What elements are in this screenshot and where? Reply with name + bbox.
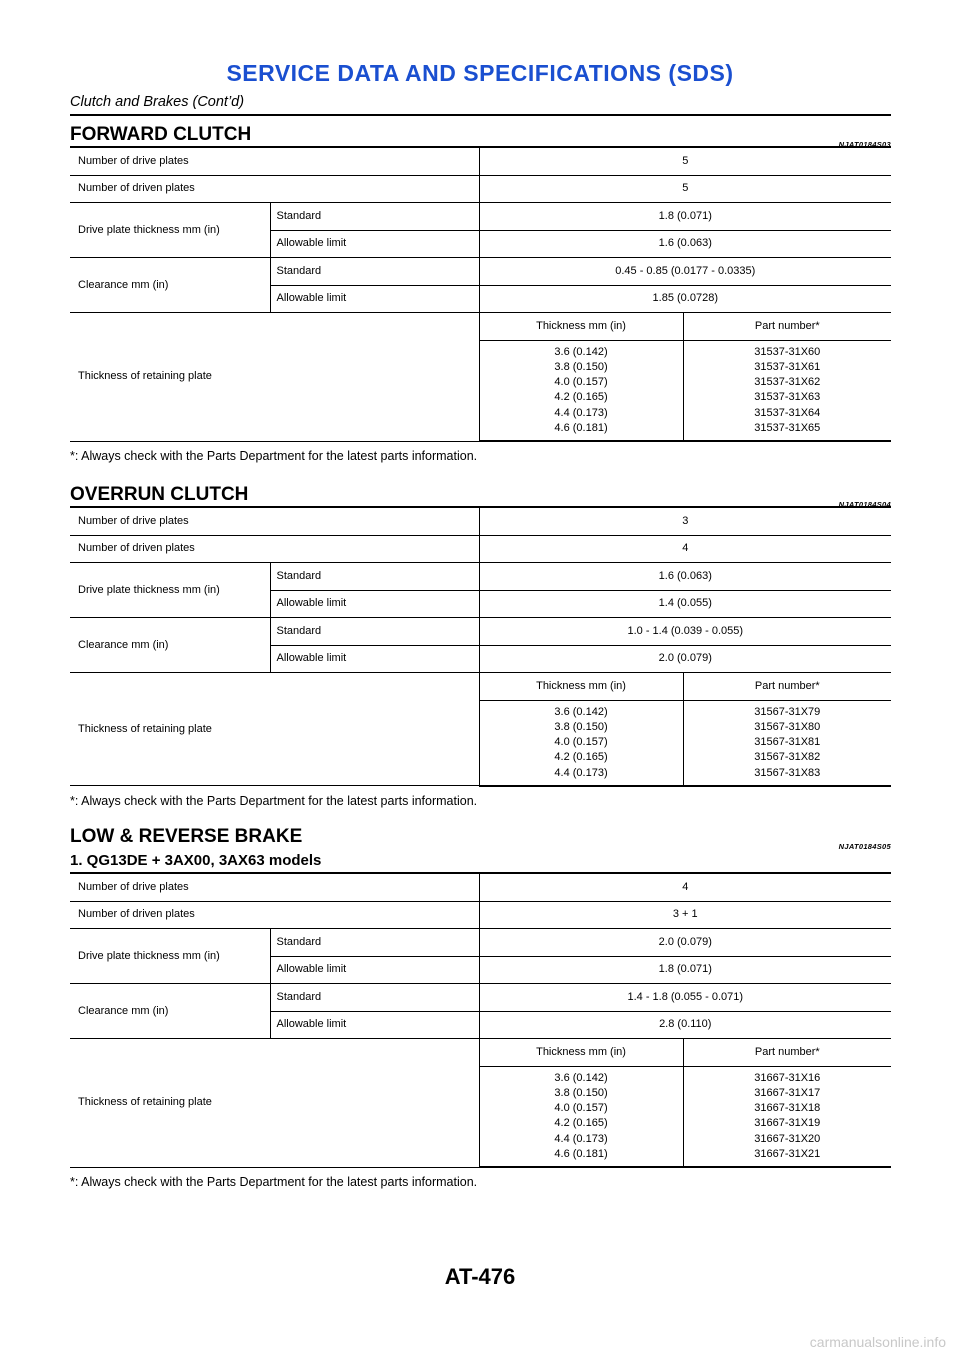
page-number: AT-476 <box>444 1264 516 1289</box>
allowable-limit-label: Allowable limit <box>270 230 479 258</box>
part-number-column-header: Part number* <box>683 1039 891 1067</box>
table-row <box>70 563 891 591</box>
drive-plates-value: 4 <box>479 873 891 901</box>
section-heading <box>70 820 891 872</box>
table-row <box>70 901 891 929</box>
list-item: 31567-31X83 <box>754 766 821 779</box>
thickness-list <box>479 1066 683 1167</box>
list-item: 3.6 (0.142) <box>554 1071 608 1084</box>
driven-plates-value: 3 + 1 <box>479 901 891 929</box>
plate-thickness-limit: 1.6 (0.063) <box>479 230 891 258</box>
plate-thickness-label: Drive plate thickness mm (in) <box>70 929 270 984</box>
list-item: 31567-31X82 <box>754 751 821 764</box>
footnote: *: Always check with the Parts Department for the latest parts information. <box>70 1175 478 1190</box>
list-item: 31567-31X79 <box>754 705 821 718</box>
list-item: 4.0 (0.157) <box>554 376 608 389</box>
list-item: 31667-31X18 <box>754 1102 821 1115</box>
standard-label: Standard <box>270 258 479 286</box>
section-reference-id: NJAT0184S03 <box>838 140 891 149</box>
table-row <box>70 873 891 901</box>
header-divider <box>70 114 891 116</box>
list-item: 4.2 (0.165) <box>554 751 608 764</box>
list-item: 31667-31X16 <box>754 1071 821 1084</box>
retaining-plate-label: Thickness of retaining plate <box>70 673 479 786</box>
list-item: 3.8 (0.150) <box>554 360 608 373</box>
thickness-column-header: Thickness mm (in) <box>479 673 683 701</box>
list-item: 31537-31X64 <box>754 406 821 419</box>
table-row <box>70 929 891 957</box>
part-number-column-header: Part number* <box>683 673 891 701</box>
allowable-limit-label: Allowable limit <box>270 1011 479 1039</box>
driven-plates-label: Number of driven plates <box>70 175 479 203</box>
standard-label: Standard <box>270 618 479 646</box>
footnote: *: Always check with the Parts Department for the latest parts information. <box>70 793 478 808</box>
list-item: 4.6 (0.181) <box>554 421 608 434</box>
clearance-limit: 1.85 (0.0728) <box>479 285 891 313</box>
list-item: 4.2 (0.165) <box>554 391 608 404</box>
spec-section <box>70 118 891 463</box>
drive-plates-label: Number of drive plates <box>70 873 479 901</box>
section-title: FORWARD CLUTCH <box>70 124 252 145</box>
spec-table <box>70 146 891 442</box>
list-item: 31667-31X19 <box>754 1117 821 1130</box>
table-row <box>70 175 891 203</box>
list-item: 31537-31X60 <box>754 345 821 358</box>
plate-thickness-label: Drive plate thickness mm (in) <box>70 203 270 258</box>
clearance-limit: 2.8 (0.110) <box>479 1011 891 1039</box>
section-title: OVERRUN CLUTCH <box>70 484 249 505</box>
drive-plates-value: 5 <box>479 147 891 175</box>
standard-label: Standard <box>270 563 479 591</box>
spec-table <box>70 506 891 787</box>
part-number-column-header: Part number* <box>683 313 891 341</box>
thickness-column-header: Thickness mm (in) <box>479 1039 683 1067</box>
driven-plates-label: Number of driven plates <box>70 535 479 563</box>
list-item: 31537-31X63 <box>754 391 821 404</box>
list-item: 31537-31X65 <box>754 421 821 434</box>
spec-section <box>70 820 891 1189</box>
list-item: 31537-31X61 <box>754 360 821 373</box>
list-item: 4.4 (0.173) <box>554 1132 608 1145</box>
plate-thickness-limit: 1.4 (0.055) <box>479 590 891 618</box>
clearance-label: Clearance mm (in) <box>70 618 270 673</box>
thickness-list <box>479 700 683 786</box>
section-reference-id: NJAT0184S04 <box>838 500 891 509</box>
table-row <box>70 1039 891 1067</box>
drive-plates-value: 3 <box>479 507 891 535</box>
driven-plates-value: 4 <box>479 535 891 563</box>
plate-thickness-standard: 1.6 (0.063) <box>479 563 891 591</box>
table-row <box>70 673 891 701</box>
standard-label: Standard <box>270 929 479 957</box>
clearance-standard: 1.0 - 1.4 (0.039 - 0.055) <box>479 618 891 646</box>
list-item: 31667-31X21 <box>754 1147 821 1160</box>
allowable-limit-label: Allowable limit <box>270 285 479 313</box>
thickness-column-header: Thickness mm (in) <box>479 313 683 341</box>
list-item: 31567-31X80 <box>754 720 821 733</box>
page-header-title: SERVICE DATA AND SPECIFICATIONS (SDS) <box>226 60 734 86</box>
standard-label: Standard <box>270 984 479 1012</box>
list-item: 31667-31X20 <box>754 1132 821 1145</box>
spec-section <box>70 478 891 808</box>
list-item: 3.6 (0.142) <box>554 705 608 718</box>
driven-plates-label: Number of driven plates <box>70 901 479 929</box>
table-row <box>70 984 891 1012</box>
drive-plates-label: Number of drive plates <box>70 507 479 535</box>
plate-thickness-limit: 1.8 (0.071) <box>479 956 891 984</box>
allowable-limit-label: Allowable limit <box>270 956 479 984</box>
section-heading <box>70 478 891 509</box>
list-item: 4.0 (0.157) <box>554 736 608 749</box>
standard-label: Standard <box>270 203 479 231</box>
table-row <box>70 507 891 535</box>
section-subtitle: 1. QG13DE + 3AX00, 3AX63 models <box>70 852 322 869</box>
clearance-label: Clearance mm (in) <box>70 984 270 1039</box>
part-number-list <box>683 700 891 786</box>
driven-plates-value: 5 <box>479 175 891 203</box>
clearance-standard: 0.45 - 0.85 (0.0177 - 0.0335) <box>479 258 891 286</box>
table-row <box>70 203 891 231</box>
page-header-subtitle: Clutch and Brakes (Cont’d) <box>70 94 245 110</box>
list-item: 4.6 (0.181) <box>554 1147 608 1160</box>
watermark: carmanualsonline.info <box>809 1334 946 1350</box>
list-item: 3.6 (0.142) <box>554 345 608 358</box>
drive-plates-label: Number of drive plates <box>70 147 479 175</box>
list-item: 3.8 (0.150) <box>554 1086 608 1099</box>
clearance-label: Clearance mm (in) <box>70 258 270 313</box>
section-reference-id: NJAT0184S05 <box>838 842 891 851</box>
list-item: 4.2 (0.165) <box>554 1117 608 1130</box>
list-item: 4.0 (0.157) <box>554 1102 608 1115</box>
allowable-limit-label: Allowable limit <box>270 590 479 618</box>
table-row <box>70 147 891 175</box>
table-row <box>70 258 891 286</box>
plate-thickness-standard: 2.0 (0.079) <box>479 929 891 957</box>
allowable-limit-label: Allowable limit <box>270 645 479 673</box>
part-number-list <box>683 1066 891 1167</box>
spec-table <box>70 872 891 1168</box>
list-item: 4.4 (0.173) <box>554 766 608 779</box>
list-item: 31567-31X81 <box>754 736 821 749</box>
table-row <box>70 313 891 341</box>
thickness-list <box>479 340 683 441</box>
footnote: *: Always check with the Parts Department for the latest parts information. <box>70 449 478 464</box>
section-title: LOW & REVERSE BRAKE <box>70 826 303 847</box>
table-row <box>70 535 891 563</box>
list-item: 3.8 (0.150) <box>554 720 608 733</box>
retaining-plate-label: Thickness of retaining plate <box>70 1039 479 1168</box>
list-item: 31667-31X17 <box>754 1086 821 1099</box>
list-item: 4.4 (0.173) <box>554 406 608 419</box>
plate-thickness-standard: 1.8 (0.071) <box>479 203 891 231</box>
plate-thickness-label: Drive plate thickness mm (in) <box>70 563 270 618</box>
list-item: 31537-31X62 <box>754 376 821 389</box>
section-heading <box>70 118 891 149</box>
clearance-limit: 2.0 (0.079) <box>479 645 891 673</box>
retaining-plate-label: Thickness of retaining plate <box>70 313 479 442</box>
clearance-standard: 1.4 - 1.8 (0.055 - 0.071) <box>479 984 891 1012</box>
table-row <box>70 618 891 646</box>
part-number-list <box>683 340 891 441</box>
